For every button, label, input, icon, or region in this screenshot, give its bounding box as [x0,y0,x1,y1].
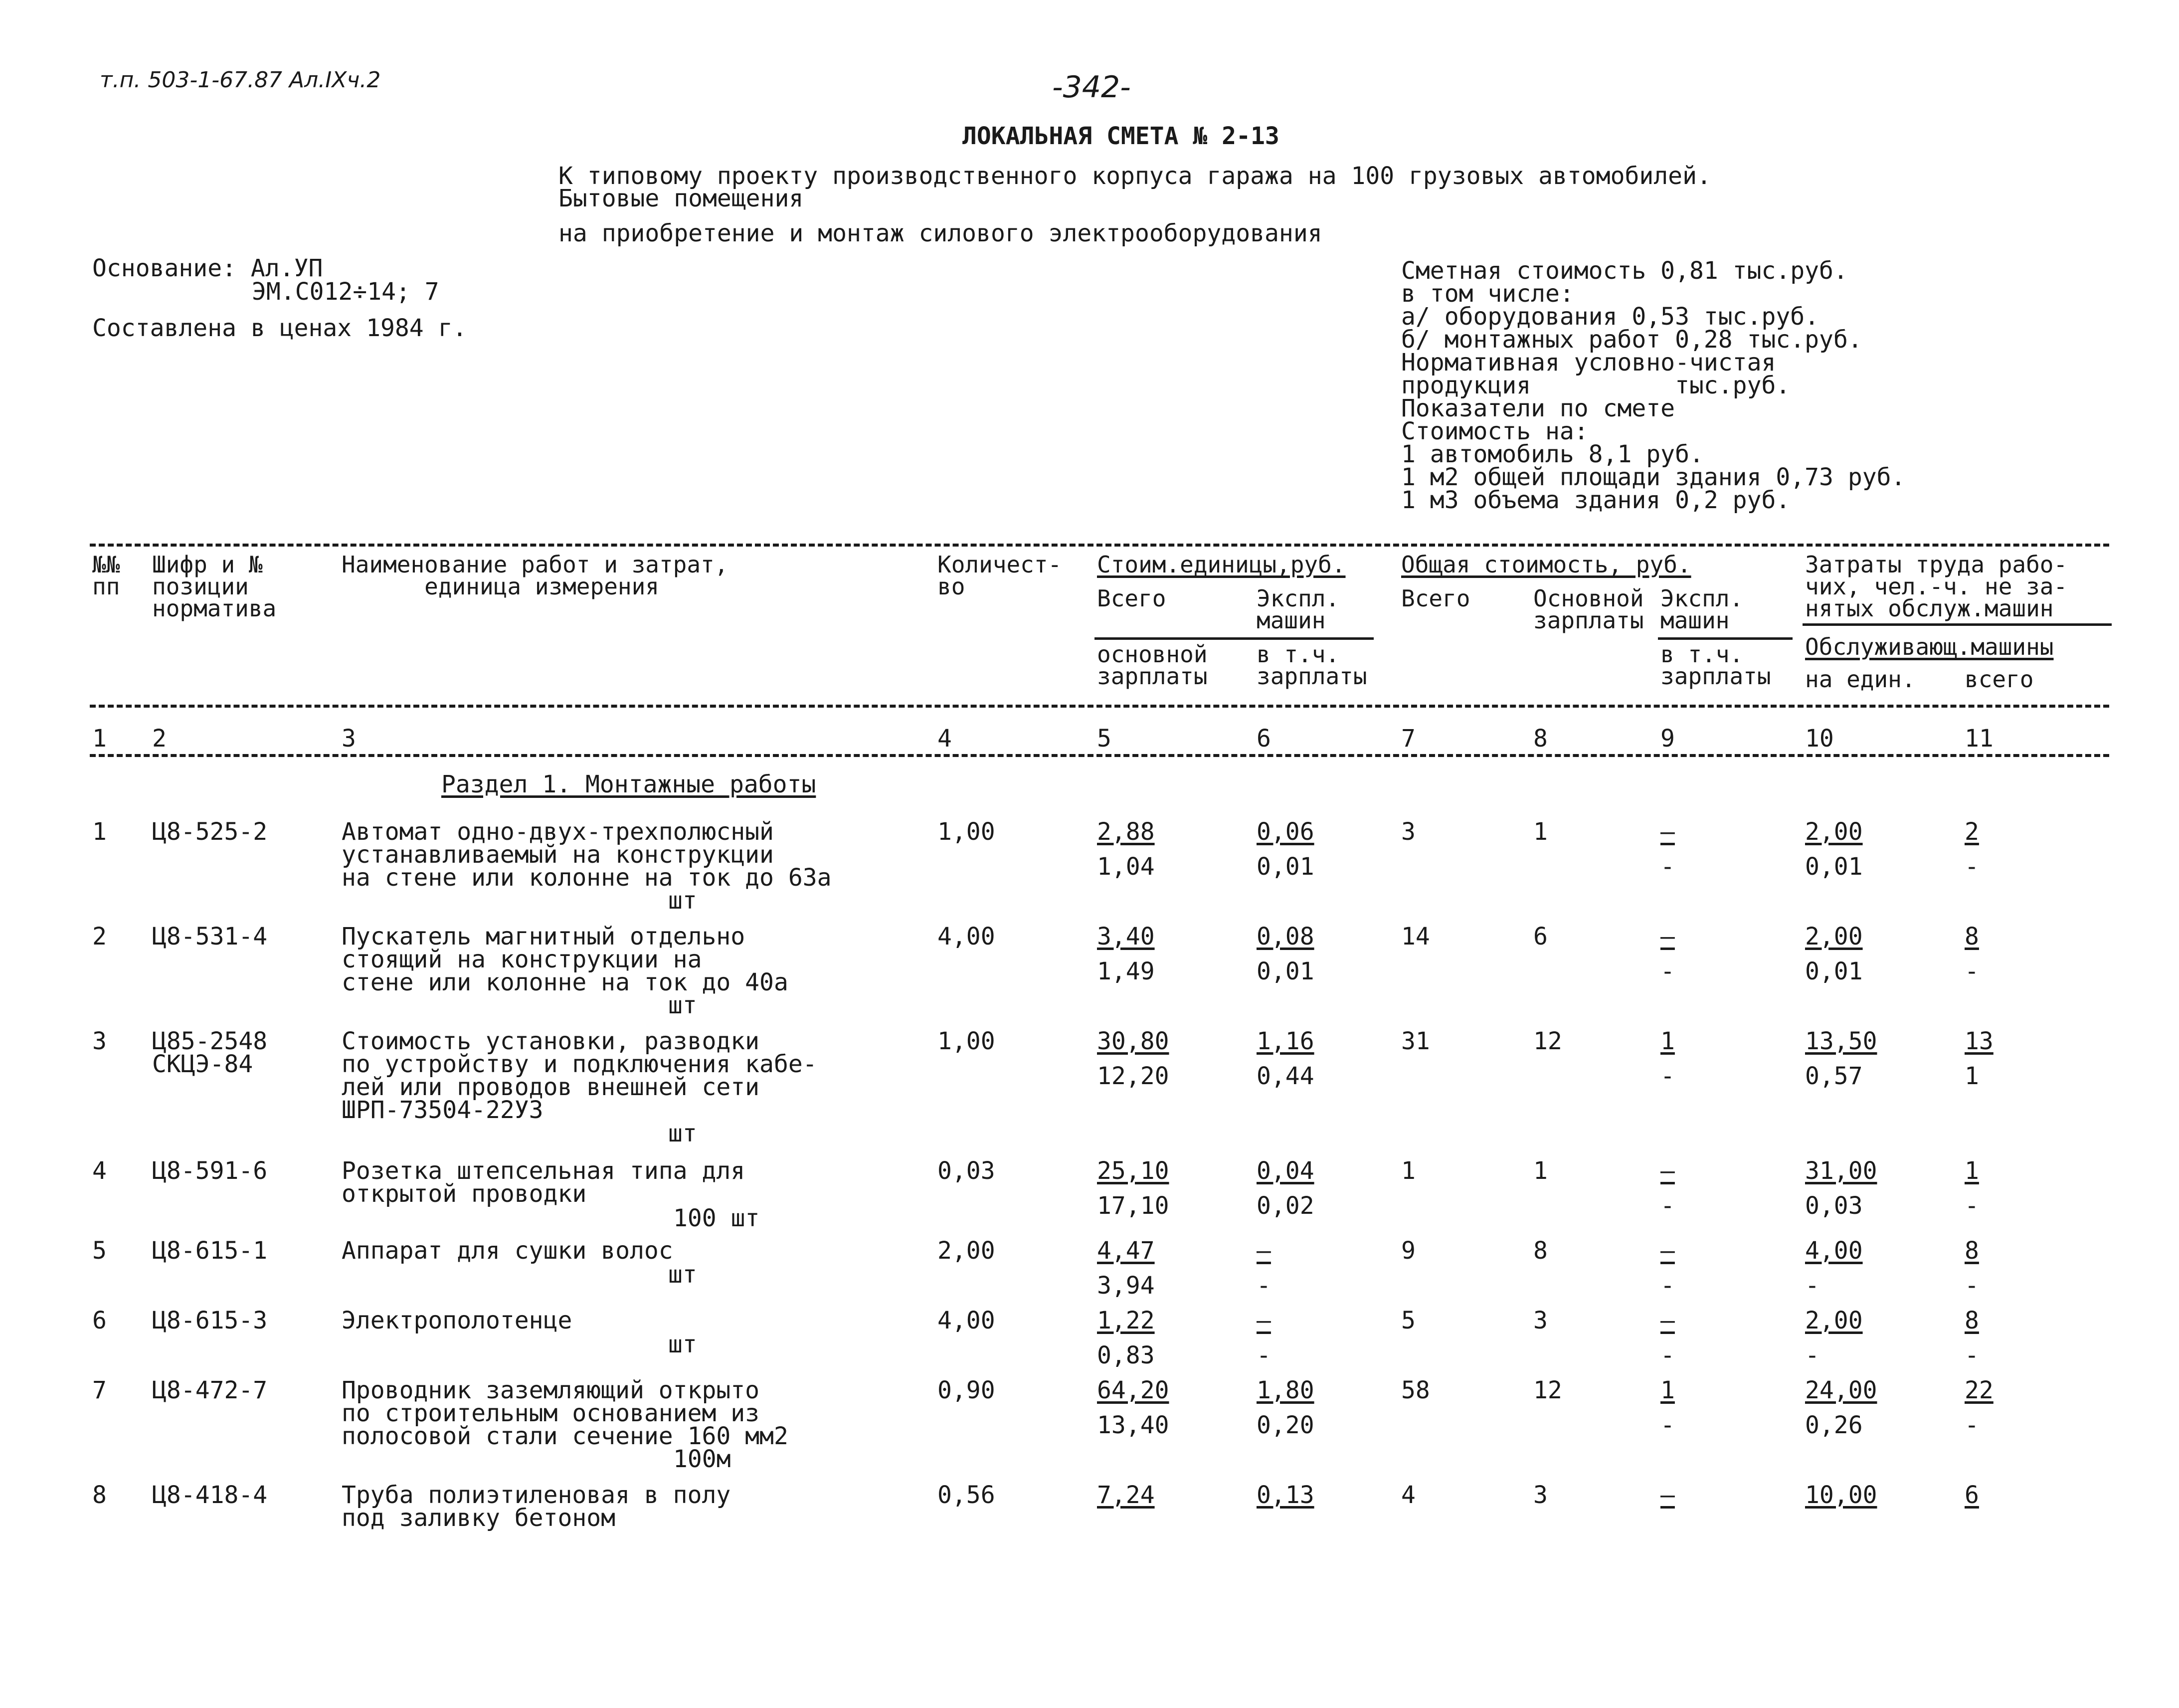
row-labor-unit: 2,00 [1805,818,1863,846]
table-row [0,1027,2179,1147]
row-labor-total: 13 [1965,1027,1994,1055]
cost-line: а/ оборудования 0,53 тыс.руб. [1401,303,1819,331]
row-unit-wage: 1,04 [1097,853,1155,881]
row-unit-machine-wage: - [1257,1341,1271,1369]
row-unit-cost: 3,40 [1097,923,1155,950]
row-service-unit: 0,03 [1805,1192,1863,1220]
row-code: Ц8-615-3 [152,1307,268,1334]
header-top-rule [90,544,2109,547]
row-unit-machine: 0,13 [1257,1481,1314,1509]
row-machine: 1 [1660,1027,1675,1055]
col-number: 1 [92,725,107,753]
header-col1: №№ пп [92,551,120,600]
row-labor-total: 2 [1965,818,1979,846]
row-number: 7 [92,1376,107,1404]
page-number: -342- [1052,70,1131,105]
row-number: 2 [92,923,107,950]
row-unit-cost: 30,80 [1097,1027,1169,1055]
row-machine: – [1660,923,1675,950]
table-row [0,1481,2179,1558]
cost-line: 1 м3 объема здания 0,2 руб. [1401,486,1791,514]
row-unit-machine: 0,08 [1257,923,1314,950]
document-title: ЛОКАЛЬНАЯ СМЕТА № 2-13 [962,122,1279,150]
row-unit-cost: 4,47 [1097,1237,1155,1265]
row-unit-wage: 3,94 [1097,1272,1155,1300]
header-col4: Количест- во [937,551,1062,600]
col-number: 6 [1257,725,1271,753]
row-code: Ц8-591-6 [152,1157,268,1185]
header-col2: Шифр и № позиции норматива [152,551,277,622]
row-total-cost: 58 [1401,1376,1430,1404]
row-base-wage: 8 [1533,1237,1548,1265]
col-number: 9 [1660,725,1675,753]
header-serv: Обслуживающ.машины [1805,633,2054,660]
row-unit: шт [668,1261,697,1289]
col-number: 2 [152,725,167,753]
col-number: 3 [342,725,356,753]
table-row [0,1376,2179,1473]
header-labor-rule [1803,623,2112,626]
row-service-unit: 0,01 [1805,853,1863,881]
header-per-unit: на един. [1805,666,1916,693]
row-machine-wage: - [1660,957,1675,985]
row-description: Труба полиэтиленовая в полу под заливку бетоном [342,1481,731,1532]
row-unit-machine: – [1257,1307,1271,1334]
row-code: Ц85-2548 СКЦЭ-84 [152,1027,268,1078]
row-number: 6 [92,1307,107,1334]
row-code: Ц8-531-4 [152,923,268,950]
row-machine-wage: - [1660,853,1675,881]
row-service-total: - [1965,1192,1979,1220]
cost-summary [1401,259,1905,512]
row-unit-wage: 12,20 [1097,1062,1169,1090]
row-total-cost: 14 [1401,923,1430,950]
table-row [0,1159,2179,1234]
row-base-wage: 3 [1533,1307,1548,1334]
row-labor-unit: 24,00 [1805,1376,1877,1404]
row-total-cost: 3 [1401,818,1416,846]
row-unit-machine: – [1257,1237,1271,1265]
header-unit-rule [1094,637,1374,640]
row-machine-wage: - [1660,1192,1675,1220]
row-unit-cost: 1,22 [1097,1307,1155,1334]
row-base-wage: 6 [1533,923,1548,950]
cost-line: б/ монтажных работ 0,28 тыс.руб. [1401,326,1862,354]
row-quantity: 2,00 [937,1237,995,1265]
row-description: Проводник заземляющий открыто по строительным основанием из полосовой стали сечение 160 мм2 [342,1376,788,1450]
row-total-cost: 5 [1401,1307,1416,1334]
row-unit-wage: 17,10 [1097,1192,1169,1220]
table-row [0,923,2179,1019]
header-labor: Затраты труда рабо- чих, чел.-ч. не за- нятых обслуж.машин [1805,551,2068,622]
row-unit-machine-wage: 0,01 [1257,853,1314,881]
row-machine: – [1660,1481,1675,1509]
row-number: 4 [92,1157,107,1185]
row-machine-wage: - [1660,1062,1675,1090]
row-quantity: 4,00 [937,1307,995,1334]
row-labor-unit: 2,00 [1805,923,1863,950]
row-service-total: - [1965,957,1979,985]
row-labor-total: 6 [1965,1481,1979,1509]
row-machine: 1 [1660,1376,1675,1404]
header-all: Всего [1097,585,1166,612]
row-service-unit: 0,26 [1805,1411,1863,1439]
row-quantity: 0,03 [937,1157,995,1185]
subtitle-line2: Бытовые помещения [558,185,804,212]
table-row [0,818,2179,915]
row-total-cost: 31 [1401,1027,1430,1055]
col-number-rule [90,754,2109,757]
row-unit-wage: 13,40 [1097,1411,1169,1439]
col-number: 8 [1533,725,1548,753]
row-unit-cost: 2,88 [1097,818,1155,846]
row-code: Ц8-472-7 [152,1376,268,1404]
row-unit-machine-wage: 0,20 [1257,1411,1314,1439]
row-service-total: - [1965,853,1979,881]
row-quantity: 1,00 [937,1027,995,1055]
cost-line: 1 автомобиль 8,1 руб. [1401,440,1704,468]
header-all2: Всего [1401,585,1470,612]
page-ref: т.п. 503-1-67.87 Ал.IXч.2 [100,67,381,93]
header-incl-wage: в т.ч. зарплаты [1257,641,1367,690]
row-code: Ц8-615-1 [152,1237,268,1265]
row-service-total: 1 [1965,1062,1979,1090]
row-quantity: 4,00 [937,923,995,950]
row-base-wage: 12 [1533,1376,1562,1404]
col-number: 5 [1097,725,1111,753]
header-unit-cost: Стоим.единицы,руб. [1097,551,1346,578]
row-unit: шт [668,1330,697,1358]
col-number: 4 [937,725,952,753]
row-labor-total: 22 [1965,1376,1994,1404]
row-description: Стоимость установки, разводки по устройству и подключения кабе- лей или проводов внешней сети ШРП-73504-22У3 [342,1027,817,1124]
section-title: Раздел 1. Монтажные работы [441,770,816,798]
cost-line: в том числе: [1401,280,1574,308]
cost-line: 1 м2 общей площади здания 0,73 руб. [1401,463,1906,491]
row-unit-wage: 1,49 [1097,957,1155,985]
row-unit-machine-wage: 0,44 [1257,1062,1314,1090]
row-unit-cost: 7,24 [1097,1481,1155,1509]
row-description: Розетка штепсельная типа для открытой проводки [342,1157,745,1208]
header-incl-wage2: в т.ч. зарплаты [1660,641,1771,690]
basis-line2: ЭМ.С012÷14; 7 [252,278,439,306]
col-number: 10 [1805,725,1834,753]
row-total-cost: 1 [1401,1157,1416,1185]
row-unit: шт [668,887,697,915]
row-unit: шт [668,1120,697,1147]
row-unit: 100 шт [673,1204,760,1232]
row-unit-machine: 0,04 [1257,1157,1314,1185]
row-base-wage: 12 [1533,1027,1562,1055]
row-description: Пускатель магнитный отдельно стоящий на конструкции на стене или колонне на ток до 40а [342,923,788,996]
row-total-cost: 4 [1401,1481,1416,1509]
header-bottom-rule [90,705,2109,708]
row-description: Электрополотенце [342,1307,572,1334]
cost-line: Сметная стоимость 0,81 тыс.руб. [1401,257,1848,285]
header-col3: Наименование работ и затрат, единица измерения [342,551,728,600]
row-code: Ц8-525-2 [152,818,268,846]
cost-line: Показатели по смете [1401,394,1675,422]
row-labor-unit: 10,00 [1805,1481,1877,1509]
row-labor-total: 8 [1965,1237,1979,1265]
row-unit-machine: 1,16 [1257,1027,1314,1055]
cost-line: продукция тыс.руб. [1401,372,1791,399]
row-labor-total: 1 [1965,1157,1979,1185]
row-unit-cost: 64,20 [1097,1376,1169,1404]
header-base-wage-lo: основной зарплаты [1097,641,1208,690]
row-unit-machine-wage: 0,01 [1257,957,1314,985]
cost-line: Нормативная условно-чистая [1401,349,1776,377]
header-total: всего [1965,666,2034,693]
row-unit: 100м [673,1445,731,1473]
table-row [0,1309,2179,1384]
row-machine-wage: - [1660,1341,1675,1369]
col-number: 11 [1965,725,1994,753]
row-quantity: 1,00 [937,818,995,846]
subtitle-line1: К типовому проекту производственного корпуса гаража на 100 грузовых автомобилей. [558,162,1711,190]
row-service-unit: 0,57 [1805,1062,1863,1090]
row-machine: – [1660,1237,1675,1265]
row-labor-unit: 31,00 [1805,1157,1877,1185]
basis-line1: Основание: Ал.УП [92,254,323,282]
row-base-wage: 3 [1533,1481,1548,1509]
row-service-total: - [1965,1272,1979,1300]
table-row [0,1239,2179,1314]
row-total-cost: 9 [1401,1237,1416,1265]
row-labor-unit: 2,00 [1805,1307,1863,1334]
row-quantity: 0,56 [937,1481,995,1509]
row-code: Ц8-418-4 [152,1481,268,1509]
row-base-wage: 1 [1533,818,1548,846]
row-labor-total: 8 [1965,1307,1979,1334]
header-base-wage: Основной зарплаты [1533,585,1644,634]
basis-line3: Составлена в ценах 1984 г. [92,314,467,342]
row-unit-cost: 25,10 [1097,1157,1169,1185]
col-number: 7 [1401,725,1416,753]
row-machine-wage: - [1660,1411,1675,1439]
header-mach2-rule [1658,637,1793,640]
row-unit-machine-wage: 0,02 [1257,1192,1314,1220]
row-machine: – [1660,1307,1675,1334]
subtitle-line3: на приобретение и монтаж силового электрооборудования [558,219,1322,247]
header-mach: Экспл. машин [1257,585,1340,634]
row-service-unit: 0,01 [1805,957,1863,985]
row-number: 8 [92,1481,107,1509]
row-machine: – [1660,818,1675,846]
row-base-wage: 1 [1533,1157,1548,1185]
row-unit-machine-wage: - [1257,1272,1271,1300]
row-unit-wage: 0,83 [1097,1341,1155,1369]
row-machine: – [1660,1157,1675,1185]
row-service-total: - [1965,1341,1979,1369]
row-quantity: 0,90 [937,1376,995,1404]
row-number: 1 [92,818,107,846]
header-mach2: Экспл. машин [1660,585,1744,634]
row-service-unit: - [1805,1341,1819,1369]
row-unit-machine: 1,80 [1257,1376,1314,1404]
row-labor-unit: 4,00 [1805,1237,1863,1265]
row-description: Автомат одно-двух-трехполюсный устанавливаемый на конструкции на стене или колонне на ток до 63а [342,818,832,892]
row-number: 3 [92,1027,107,1055]
row-service-total: - [1965,1411,1979,1439]
row-number: 5 [92,1237,107,1265]
row-machine-wage: - [1660,1272,1675,1300]
row-unit-machine: 0,06 [1257,818,1314,846]
row-service-unit: - [1805,1272,1819,1300]
header-total-cost: Общая стоимость, руб. [1401,551,1691,578]
row-unit: шт [668,991,697,1019]
cost-line: Стоимость на: [1401,417,1589,445]
row-description: Аппарат для сушки волос [342,1237,673,1265]
row-labor-unit: 13,50 [1805,1027,1877,1055]
row-labor-total: 8 [1965,923,1979,950]
